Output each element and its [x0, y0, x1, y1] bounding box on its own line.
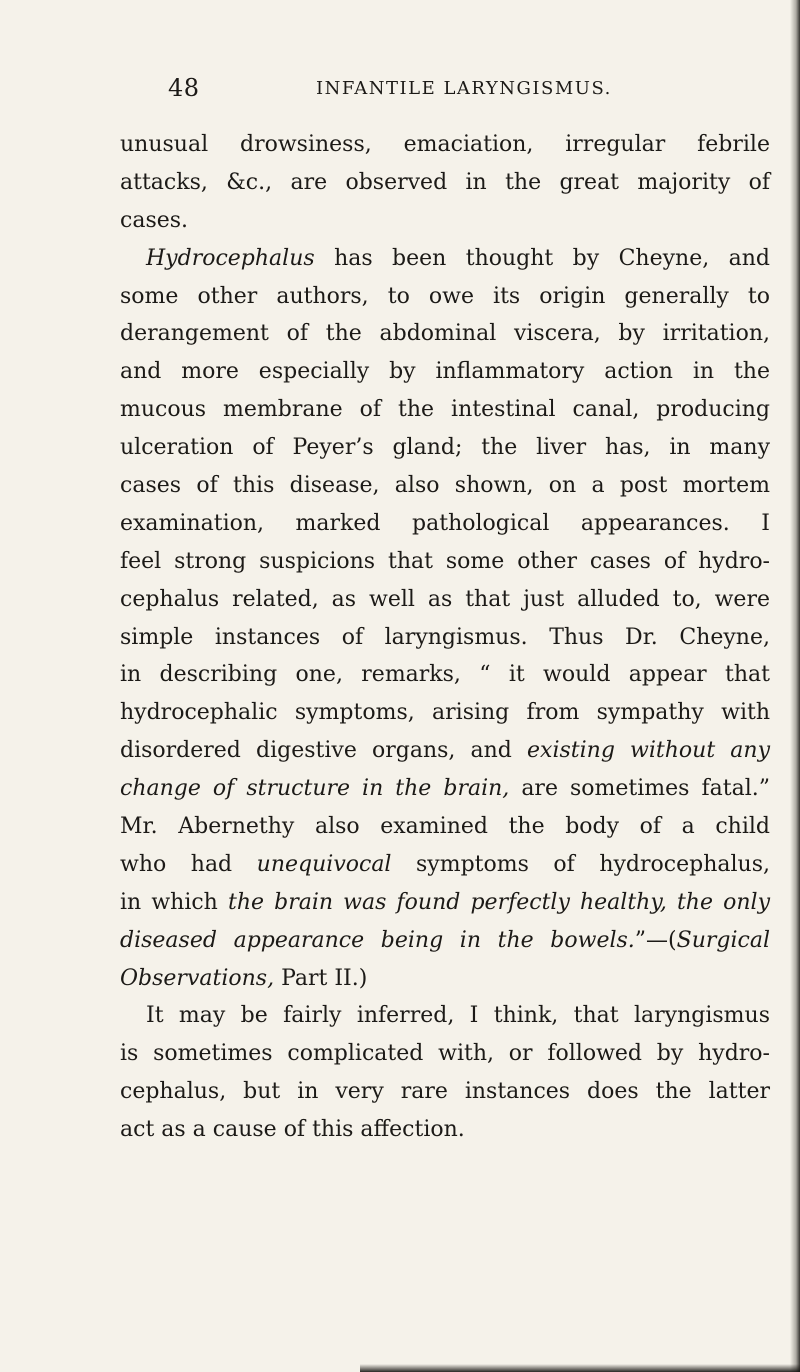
- text-line: [120, 353, 770, 391]
- text-line: [120, 202, 770, 240]
- italic-span: change of structure in the brain,: [120, 776, 510, 802]
- italic-span: Observations,: [120, 965, 275, 991]
- text-line: [120, 278, 770, 316]
- text-span: unusual drowsiness, emaciation, irregular febrile: [120, 132, 770, 157]
- text-line: [120, 1035, 770, 1073]
- text-line: [120, 960, 770, 998]
- text-line: [120, 884, 770, 922]
- text-span: hydrocephalic symptoms, arising from sympathy with: [120, 700, 770, 726]
- running-head: INFANTILE LARYNGISMUS.: [316, 78, 612, 99]
- text-line: [120, 732, 770, 770]
- text-span: who had: [120, 851, 257, 877]
- text-line: [120, 429, 770, 467]
- text-span: examination, marked pathological appearances. I: [120, 510, 770, 536]
- text-line: [120, 1111, 770, 1149]
- page-header: [168, 74, 668, 108]
- text-span: and more especially by inflammatory action in the: [120, 359, 770, 385]
- italic-span: unequivocal: [256, 851, 392, 877]
- text-span: cephalus, but in very rare instances does the latter: [120, 1079, 770, 1105]
- text-line: [120, 581, 770, 619]
- text-line: [120, 619, 770, 657]
- text-line: [120, 997, 770, 1035]
- text-line: [120, 505, 770, 543]
- text-line: [120, 240, 770, 278]
- text-span: Mr. Abernethy also examined the body of a child: [120, 814, 770, 840]
- text-line: [120, 1073, 770, 1111]
- page-number: 48: [168, 74, 200, 102]
- text-span: It may be fairly inferred, I think, that laryngismus: [146, 1003, 770, 1029]
- text-line: [120, 315, 770, 353]
- text-span: are sometimes fatal.”: [509, 776, 770, 802]
- text-span: symptoms of hydrocephalus,: [391, 851, 770, 877]
- text-span: cases.: [120, 207, 189, 233]
- text-span: ulceration of Peyer’s gland; the liver has, in many: [120, 435, 770, 461]
- text-line: [120, 770, 770, 808]
- text-span: cephalus related, as well as that just alluded to, were: [120, 586, 770, 612]
- text-span: attacks, &c., are observed in the great majority of: [120, 169, 770, 195]
- page-edge-shadow: [790, 0, 800, 1372]
- text-span: in describing one, remarks, “ it would appear that: [120, 662, 770, 688]
- text-line: [120, 164, 770, 202]
- text-span: act as a cause of this affection.: [120, 1117, 465, 1143]
- text-line: [120, 391, 770, 429]
- text-line: [120, 126, 770, 164]
- italic-span: Hydrocephalus: [146, 245, 315, 271]
- text-line: [120, 694, 770, 732]
- text-span: Part II.): [274, 965, 368, 991]
- text-span: disordered digestive organs, and: [120, 738, 528, 764]
- text-span: is sometimes complicated with, or followed by hydro-: [120, 1041, 770, 1067]
- body-text: [120, 126, 770, 1149]
- text-line: [120, 808, 770, 846]
- text-span: feel strong suspicions that some other cases of hydro-: [120, 548, 770, 574]
- text-span: cases of this disease, also shown, on a post mortem: [120, 473, 770, 499]
- italic-span: diseased appearance being in the bowels.: [120, 927, 635, 953]
- text-line: [120, 922, 770, 960]
- italic-span: existing without any: [527, 738, 770, 764]
- italic-span: the brain was found perfectly healthy, the only: [227, 889, 770, 915]
- text-line: [120, 543, 770, 581]
- text-span: derangement of the abdominal viscera, by irritation,: [120, 321, 770, 347]
- text-span: mucous membrane of the intestinal canal, producing: [120, 397, 770, 423]
- text-span: simple instances of laryngismus. Thus Dr. Cheyne,: [120, 624, 770, 650]
- text-line: [120, 467, 770, 505]
- page-bottom-shadow: [360, 1364, 800, 1372]
- text-span: in which: [120, 889, 228, 915]
- text-span: some other authors, to owe its origin generally to: [120, 283, 770, 309]
- text-line: [120, 846, 770, 884]
- text-span: ”—(: [634, 927, 677, 953]
- text-span: has been thought by Cheyne, and: [314, 245, 770, 271]
- italic-span: Surgical: [676, 927, 770, 953]
- text-line: [120, 656, 770, 694]
